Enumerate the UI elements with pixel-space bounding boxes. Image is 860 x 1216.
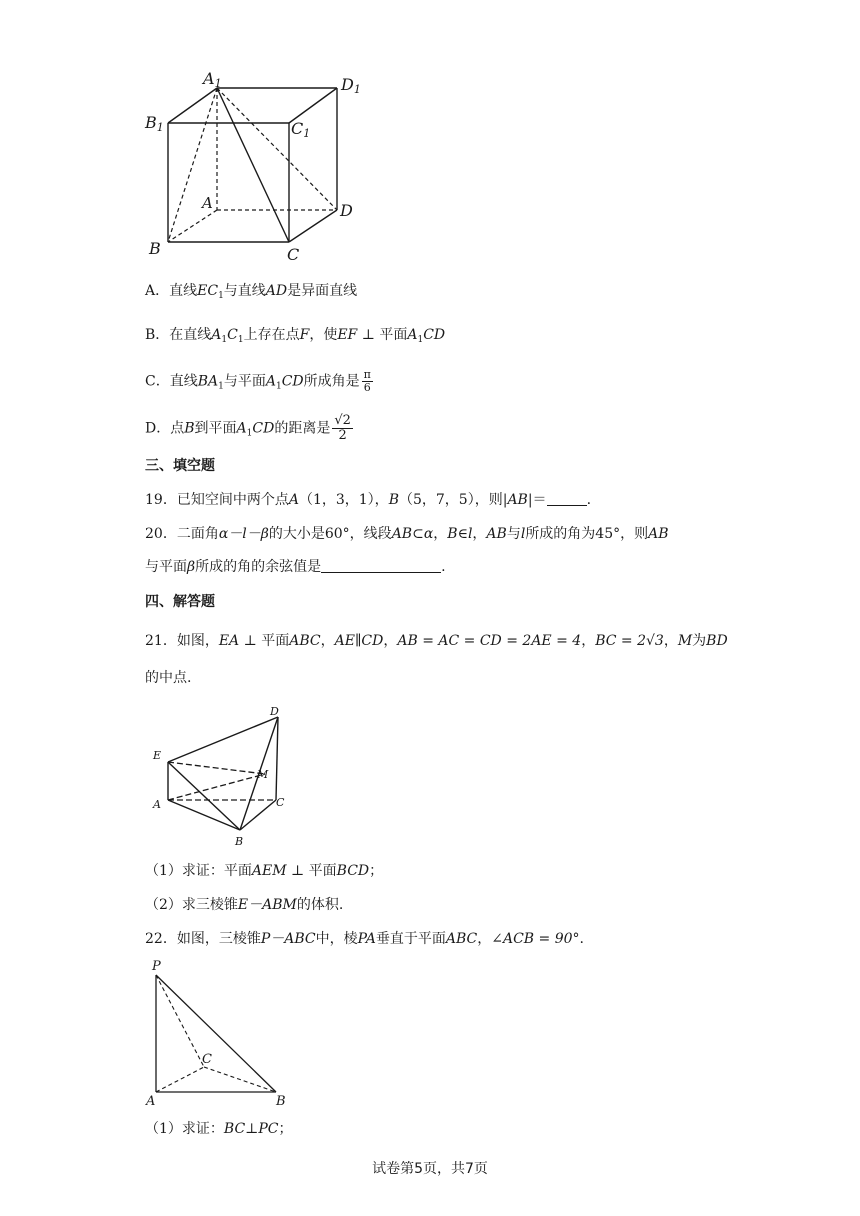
question-20-line1: 20．二面角α－l－β的大小是60°，线段AB⊂α，B∈l，AB与l所成的角为45°，则AB — [145, 526, 669, 542]
label-e: E — [153, 749, 162, 762]
label-a1: A1 — [203, 70, 222, 90]
option-d: D．点B到平面$A_1CD$的距离是 $\frac{√2}{2}$ — [145, 413, 351, 443]
question-21-line1: 21．如图，EA ⊥ 平面ABC，AE∥CD，AB = AC = CD = 2AE = 4，BC = 2√3，M为BD — [145, 633, 728, 649]
question-19: 19．已知空间中两个点A（1，3，1），B（5，7，5），则|AB|＝ . — [145, 492, 592, 508]
question-21-line2: 的中点. — [145, 670, 192, 686]
option-b: B．在直线$A_1C_1$上存在点F，使EF ⊥ 平面$A_1CD$ — [145, 327, 446, 345]
fraction-sqrt2-over-2: $\frac{√2}{2}$ — [334, 413, 351, 443]
label-c: C — [287, 245, 300, 264]
page-footer: 试卷第5页，共7页 — [372, 1161, 488, 1177]
option-a: A．直线$EC_1$与直线AD是异面直线 — [145, 283, 358, 301]
label-a: A — [146, 1094, 156, 1105]
label-d1: D1 — [341, 75, 361, 96]
label-b: B — [235, 835, 244, 848]
prism-figure — [148, 702, 318, 852]
fraction-pi-over-6: $\frac{\pi}{6}$ — [363, 368, 371, 394]
label-d: D — [270, 705, 279, 718]
question-21-part1: （1）求证：平面AEM ⊥ 平面BCD； — [145, 863, 384, 879]
label-c1: C1 — [291, 119, 311, 140]
section-fill-in: 三、填空题 — [145, 458, 215, 474]
cube-figure — [140, 70, 380, 270]
label-b1: B1 — [145, 113, 164, 134]
section-solve: 四、解答题 — [145, 594, 215, 610]
option-c: C．直线$BA_1$与平面$A_1CD$所成角是 $\frac{\pi}{6}$ — [145, 368, 371, 394]
label-d: D — [340, 201, 353, 220]
tetrahedron-figure — [140, 955, 300, 1105]
answer-blank-20 — [321, 558, 441, 573]
answer-blank-19 — [547, 491, 587, 506]
label-p: P — [152, 959, 161, 974]
label-c: C — [202, 1052, 212, 1067]
label-b: B — [149, 239, 161, 258]
label-a: A — [153, 798, 161, 811]
label-m: M — [257, 768, 269, 781]
label-a: A — [202, 194, 213, 212]
question-21-part2: （2）求三棱锥E－ABM的体积. — [145, 897, 344, 913]
question-22: 22．如图，三棱锥P－ABC中，棱PA垂直于平面ABC，∠ACB = 90°. — [145, 931, 584, 947]
question-20-line2: 与平面β所成的角的余弦值是 . — [145, 559, 446, 575]
question-22-part1: （1）求证：BC⊥PC； — [145, 1121, 293, 1137]
label-b: B — [276, 1094, 286, 1105]
label-c: C — [276, 796, 285, 809]
